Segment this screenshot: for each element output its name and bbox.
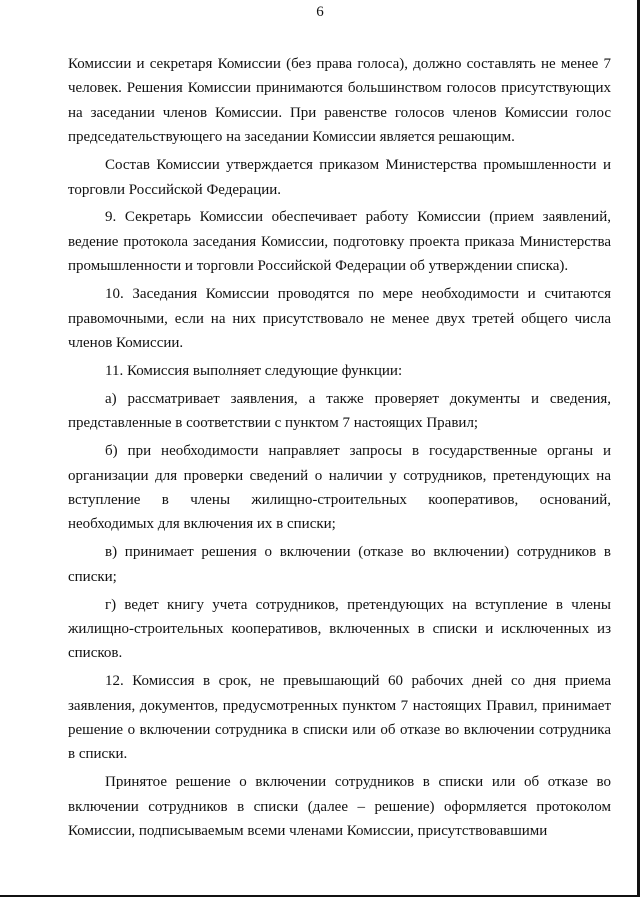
paragraph-function-a: а) рассматривает заявления, а также проверяет документы и сведения, представленные в соответствии с пунктом 7 настоящих Правил;	[68, 390, 611, 432]
paragraph-function-g: г) ведет книгу учета сотрудников, претендующих на вступление в члены жилищно-строительных кооперативов, включенных в списки и исключенных из списков.	[68, 596, 611, 662]
page-number: 6	[316, 4, 324, 20]
paragraph-function-v: в) принимает решения о включении (отказе во включении) сотрудников в списки;	[68, 544, 611, 585]
paragraph-commission-composition: Состав Комиссии утверждается приказом Министерства промышленности и торговли Российской Федерации.	[68, 157, 611, 198]
paragraph-commission-quorum: Комиссии и секретаря Комиссии (без права голоса), должно составлять не менее 7 человек. Решения Комиссии принимаются большинством голосов присутствующих на заседании членов Комиссии. При равенстве голосов членов Комиссии голос председательствующего на заседании Комиссии является решающим.	[68, 56, 611, 146]
paragraph-decision-protocol: Принятое решение о включении сотрудников в списки или об отказе во включении сотрудников в списки (далее – решение) оформляется протоколом Комиссии, подписываемым всеми членами Комиссии, присутствовавшими	[68, 774, 611, 840]
paragraph-function-b: б) при необходимости направляет запросы в государственные органы и организации для проверки сведений о наличии у сотрудников, претендующих на вступление в члены жилищно-строительных кооперативов, оснований, необходимых для включения их в списки;	[68, 443, 611, 533]
document-body	[68, 52, 611, 844]
paragraph-item-9: 9. Секретарь Комиссии обеспечивает работу Комиссии (прием заявлений, ведение протокола заседания Комиссии, подготовку проекта приказа Министерства промышленности и торговли Российской Федерации об утверждении списка).	[68, 209, 611, 275]
paragraph-item-11: 11. Комиссия выполняет следующие функции:	[105, 362, 403, 379]
paragraph-item-12: 12. Комиссия в срок, не превышающий 60 рабочих дней со дня приема заявления, документов, предусмотренных пунктом 7 настоящих Правил, принимает решение о включении сотрудника в списки или об отказе во включении сотрудника в списки.	[68, 673, 611, 763]
paragraph-item-10: 10. Заседания Комиссии проводятся по мере необходимости и считаются правомочными, если на них присутствовало не менее двух третей общего числа членов Комиссии.	[68, 286, 611, 351]
